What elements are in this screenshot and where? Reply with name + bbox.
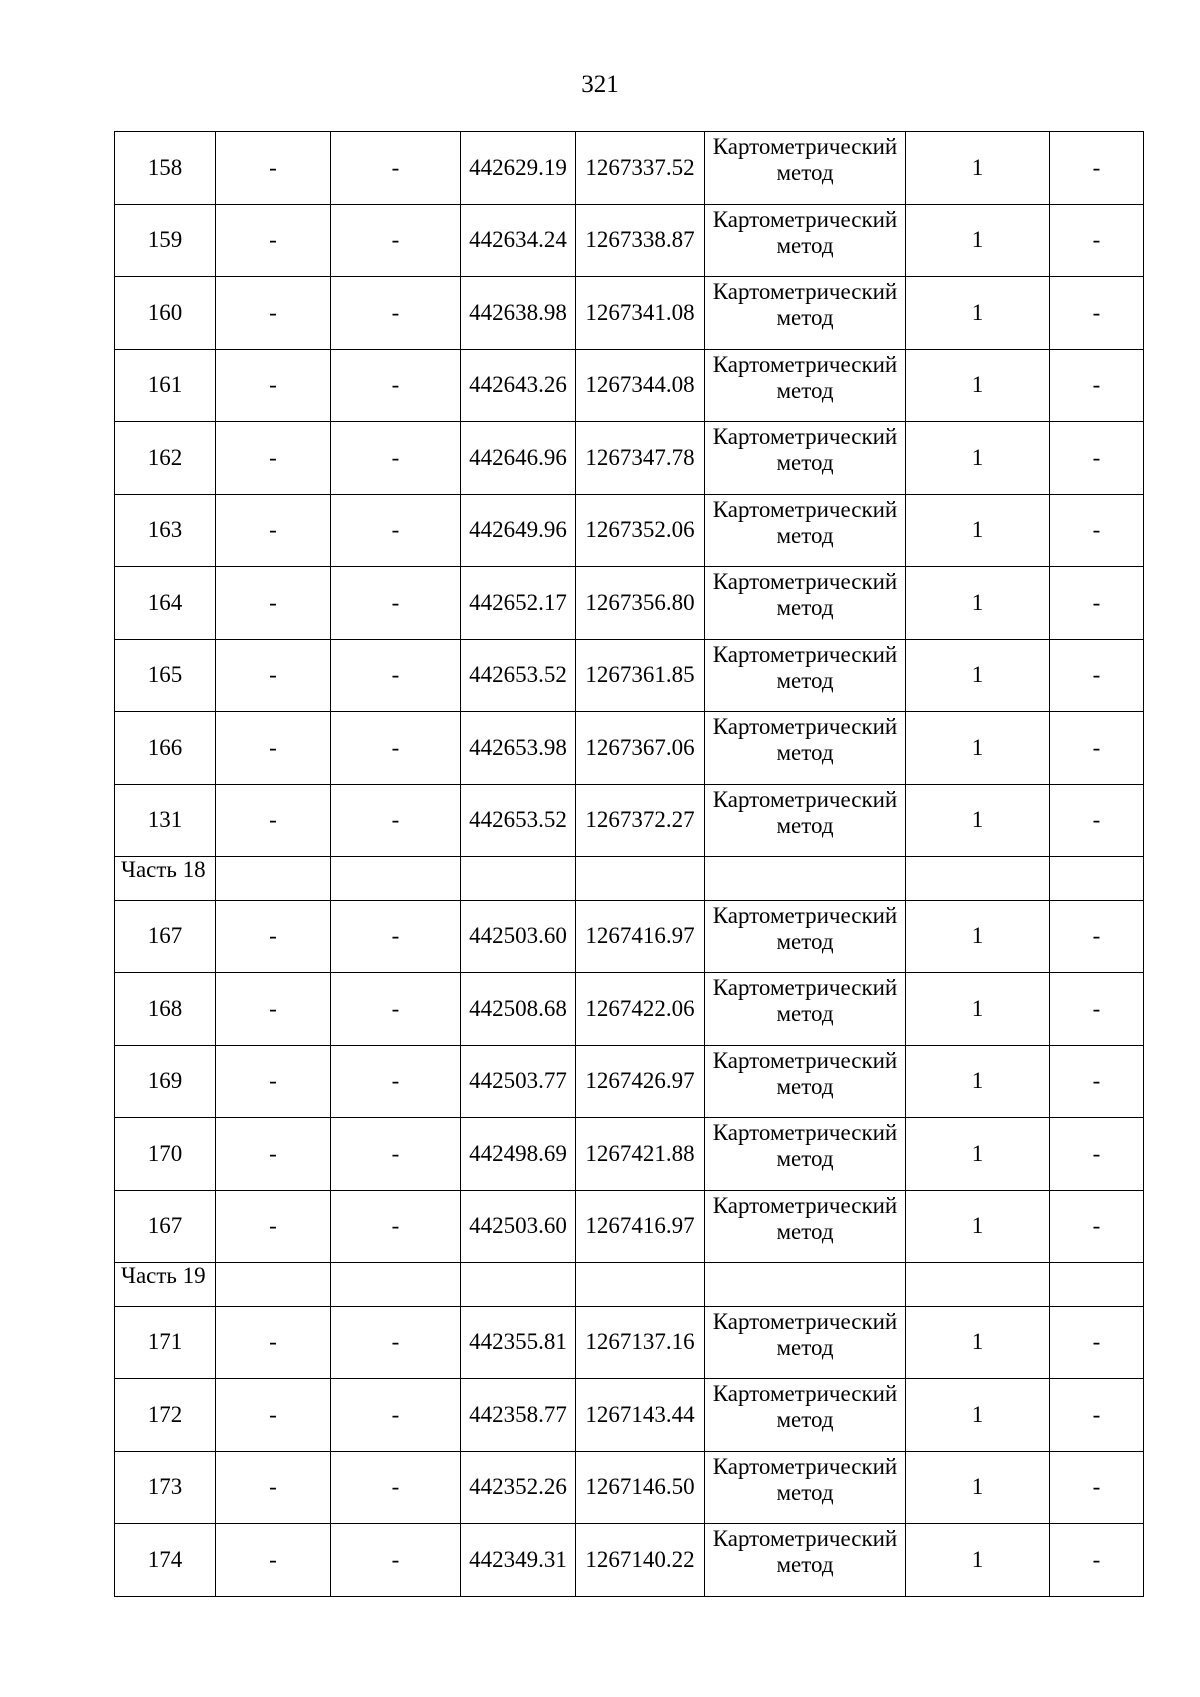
- method-line-2: метод: [776, 928, 834, 954]
- x-coordinate-cell: 442653.98: [461, 712, 576, 785]
- dash-cell: -: [216, 132, 331, 205]
- accuracy-cell: 1: [906, 132, 1050, 205]
- method-line-2: метод: [776, 667, 834, 693]
- y-coordinate-cell: 1267146.50: [576, 1451, 705, 1524]
- table-row: [115, 1524, 1144, 1597]
- method-line-2: метод: [776, 812, 834, 838]
- accuracy-cell: 1: [906, 1379, 1050, 1452]
- table-row: [115, 567, 1144, 640]
- table-row: [115, 422, 1144, 495]
- dash-cell: -: [1050, 973, 1144, 1046]
- empty-cell: [906, 857, 1050, 901]
- dash-cell: -: [1050, 1118, 1144, 1191]
- empty-cell: [331, 857, 461, 901]
- empty-cell: [331, 1263, 461, 1307]
- x-coordinate-cell: 442634.24: [461, 204, 576, 277]
- dash-cell: -: [331, 1306, 461, 1379]
- method-line-1: Картометрический: [712, 134, 898, 159]
- method-line-2: метод: [776, 160, 834, 185]
- method-line-2: метод: [776, 1479, 834, 1505]
- accuracy-cell: 1: [906, 1118, 1050, 1191]
- dash-cell: -: [331, 1451, 461, 1524]
- x-coordinate-cell: 442643.26: [461, 349, 576, 422]
- page-number: 321: [581, 71, 619, 98]
- method-line-2: метод: [776, 450, 834, 475]
- method-line-1: Картометрический: [712, 714, 898, 739]
- table-row: [115, 1190, 1144, 1263]
- method-cell: [705, 900, 906, 973]
- point-number-cell: 173: [115, 1451, 216, 1524]
- dash-cell: -: [1050, 1045, 1144, 1118]
- dash-cell: -: [216, 204, 331, 277]
- dash-cell: -: [331, 712, 461, 785]
- dash-cell: -: [331, 1118, 461, 1191]
- x-coordinate-cell: 442646.96: [461, 422, 576, 495]
- dash-cell: -: [331, 973, 461, 1046]
- dash-cell: -: [1050, 900, 1144, 973]
- y-coordinate-cell: 1267367.06: [576, 712, 705, 785]
- table-row: [115, 132, 1144, 205]
- dash-cell: -: [1050, 494, 1144, 567]
- method-line-2: метод: [776, 1334, 834, 1360]
- method-line-2: метод: [776, 1552, 834, 1577]
- dash-cell: -: [331, 277, 461, 350]
- method-line-1: Картометрический: [712, 569, 898, 594]
- empty-cell: [705, 857, 906, 901]
- section-label: Часть 18: [115, 857, 216, 901]
- accuracy-cell: 1: [906, 900, 1050, 973]
- method-line-2: метод: [776, 522, 834, 548]
- method-line-1: Картометрический: [712, 786, 898, 812]
- empty-cell: [906, 1263, 1050, 1307]
- point-number-cell: 171: [115, 1306, 216, 1379]
- accuracy-cell: 1: [906, 784, 1050, 857]
- accuracy-cell: 1: [906, 639, 1050, 712]
- point-number-cell: 174: [115, 1524, 216, 1597]
- dash-cell: -: [216, 1045, 331, 1118]
- accuracy-cell: 1: [906, 204, 1050, 277]
- method-line-1: Картометрический: [712, 1381, 898, 1406]
- accuracy-cell: 1: [906, 1524, 1050, 1597]
- dash-cell: -: [1050, 204, 1144, 277]
- accuracy-cell: 1: [906, 1045, 1050, 1118]
- method-cell: [705, 712, 906, 785]
- dash-cell: -: [1050, 349, 1144, 422]
- method-cell: [705, 494, 906, 567]
- method-line-1: Картометрический: [712, 496, 898, 522]
- method-line-1: Картометрический: [712, 1192, 898, 1218]
- method-cell: [705, 349, 906, 422]
- method-cell: [705, 639, 906, 712]
- accuracy-cell: 1: [906, 973, 1050, 1046]
- method-line-1: Картометрический: [712, 206, 898, 232]
- dash-cell: -: [331, 349, 461, 422]
- empty-cell: [216, 1263, 331, 1307]
- dash-cell: -: [1050, 277, 1144, 350]
- method-cell: [705, 204, 906, 277]
- point-number-cell: 168: [115, 973, 216, 1046]
- empty-cell: [1050, 1263, 1144, 1307]
- point-number-cell: 167: [115, 900, 216, 973]
- method-line-1: Картометрический: [712, 902, 898, 928]
- empty-cell: [1050, 857, 1144, 901]
- method-line-2: метод: [776, 232, 834, 258]
- point-number-cell: 172: [115, 1379, 216, 1452]
- dash-cell: -: [331, 567, 461, 640]
- empty-cell: [461, 857, 576, 901]
- method-line-2: метод: [776, 1407, 834, 1432]
- x-coordinate-cell: 442508.68: [461, 973, 576, 1046]
- dash-cell: -: [216, 422, 331, 495]
- dash-cell: -: [216, 1118, 331, 1191]
- table-row: [115, 784, 1144, 857]
- y-coordinate-cell: 1267341.08: [576, 277, 705, 350]
- y-coordinate-cell: 1267422.06: [576, 973, 705, 1046]
- dash-cell: -: [331, 784, 461, 857]
- method-line-2: метод: [776, 740, 834, 765]
- table-row: [115, 1045, 1144, 1118]
- empty-cell: [576, 857, 705, 901]
- x-coordinate-cell: 442653.52: [461, 784, 576, 857]
- method-cell: [705, 1045, 906, 1118]
- method-cell: [705, 567, 906, 640]
- table-row: [115, 1118, 1144, 1191]
- point-number-cell: 162: [115, 422, 216, 495]
- method-cell: [705, 1379, 906, 1452]
- method-cell: [705, 1190, 906, 1263]
- accuracy-cell: 1: [906, 1306, 1050, 1379]
- method-line-1: Картометрический: [712, 424, 898, 449]
- dash-cell: -: [216, 1451, 331, 1524]
- y-coordinate-cell: 1267338.87: [576, 204, 705, 277]
- point-number-cell: 165: [115, 639, 216, 712]
- method-line-2: метод: [776, 377, 834, 403]
- dash-cell: -: [216, 1379, 331, 1452]
- point-number-cell: 166: [115, 712, 216, 785]
- table-row: [115, 204, 1144, 277]
- x-coordinate-cell: 442652.17: [461, 567, 576, 640]
- y-coordinate-cell: 1267416.97: [576, 900, 705, 973]
- table-row: [115, 900, 1144, 973]
- method-line-1: Картометрический: [712, 641, 898, 667]
- accuracy-cell: 1: [906, 422, 1050, 495]
- x-coordinate-cell: 442503.60: [461, 900, 576, 973]
- accuracy-cell: 1: [906, 567, 1050, 640]
- dash-cell: -: [216, 277, 331, 350]
- table-body: [115, 132, 1144, 1597]
- dash-cell: -: [1050, 784, 1144, 857]
- method-line-1: Картометрический: [712, 975, 898, 1000]
- dash-cell: -: [216, 639, 331, 712]
- dash-cell: -: [331, 1045, 461, 1118]
- dash-cell: -: [1050, 567, 1144, 640]
- dash-cell: -: [331, 1190, 461, 1263]
- dash-cell: -: [1050, 1306, 1144, 1379]
- dash-cell: -: [1050, 712, 1144, 785]
- method-line-2: метод: [776, 1073, 834, 1099]
- method-cell: [705, 277, 906, 350]
- point-number-cell: 163: [115, 494, 216, 567]
- method-line-1: Картометрический: [712, 1047, 898, 1073]
- dash-cell: -: [331, 1524, 461, 1597]
- empty-cell: [576, 1263, 705, 1307]
- x-coordinate-cell: 442503.77: [461, 1045, 576, 1118]
- method-line-2: метод: [776, 1146, 834, 1171]
- method-line-1: Картометрический: [712, 279, 898, 304]
- table-row: [115, 712, 1144, 785]
- point-number-cell: 158: [115, 132, 216, 205]
- table-row: [115, 973, 1144, 1046]
- dash-cell: -: [331, 204, 461, 277]
- dash-cell: -: [216, 349, 331, 422]
- x-coordinate-cell: 442352.26: [461, 1451, 576, 1524]
- y-coordinate-cell: 1267372.27: [576, 784, 705, 857]
- point-number-cell: 167: [115, 1190, 216, 1263]
- empty-cell: [216, 857, 331, 901]
- y-coordinate-cell: 1267137.16: [576, 1306, 705, 1379]
- x-coordinate-cell: 442358.77: [461, 1379, 576, 1452]
- method-line-1: Картометрический: [712, 1453, 898, 1479]
- accuracy-cell: 1: [906, 712, 1050, 785]
- method-line-2: метод: [776, 595, 834, 620]
- method-cell: [705, 784, 906, 857]
- dash-cell: -: [331, 1379, 461, 1452]
- dash-cell: -: [1050, 1451, 1144, 1524]
- empty-cell: [461, 1263, 576, 1307]
- accuracy-cell: 1: [906, 349, 1050, 422]
- y-coordinate-cell: 1267140.22: [576, 1524, 705, 1597]
- dash-cell: -: [216, 494, 331, 567]
- dash-cell: -: [216, 784, 331, 857]
- method-line-1: Картометрический: [712, 1308, 898, 1334]
- method-line-1: Картометрический: [712, 1526, 898, 1551]
- section-row: [115, 857, 1144, 901]
- dash-cell: -: [1050, 1379, 1144, 1452]
- x-coordinate-cell: 442629.19: [461, 132, 576, 205]
- point-number-cell: 169: [115, 1045, 216, 1118]
- method-line-1: Картометрический: [712, 1120, 898, 1145]
- dash-cell: -: [216, 712, 331, 785]
- x-coordinate-cell: 442498.69: [461, 1118, 576, 1191]
- method-cell: [705, 1118, 906, 1191]
- empty-cell: [705, 1263, 906, 1307]
- dash-cell: -: [331, 132, 461, 205]
- x-coordinate-cell: 442638.98: [461, 277, 576, 350]
- y-coordinate-cell: 1267337.52: [576, 132, 705, 205]
- method-line-2: метод: [776, 305, 834, 330]
- accuracy-cell: 1: [906, 494, 1050, 567]
- dash-cell: -: [1050, 1524, 1144, 1597]
- method-line-2: метод: [776, 1218, 834, 1244]
- section-label: Часть 19: [115, 1263, 216, 1307]
- accuracy-cell: 1: [906, 277, 1050, 350]
- table-row: [115, 1379, 1144, 1452]
- table-row: [115, 349, 1144, 422]
- dash-cell: -: [216, 1306, 331, 1379]
- dash-cell: -: [1050, 1190, 1144, 1263]
- method-cell: [705, 1451, 906, 1524]
- y-coordinate-cell: 1267361.85: [576, 639, 705, 712]
- method-line-1: Картометрический: [712, 351, 898, 377]
- method-cell: [705, 132, 906, 205]
- table-row: [115, 1306, 1144, 1379]
- table-row: [115, 277, 1144, 350]
- point-number-cell: 161: [115, 349, 216, 422]
- y-coordinate-cell: 1267347.78: [576, 422, 705, 495]
- table-row: [115, 639, 1144, 712]
- dash-cell: -: [216, 973, 331, 1046]
- y-coordinate-cell: 1267421.88: [576, 1118, 705, 1191]
- y-coordinate-cell: 1267426.97: [576, 1045, 705, 1118]
- x-coordinate-cell: 442503.60: [461, 1190, 576, 1263]
- y-coordinate-cell: 1267143.44: [576, 1379, 705, 1452]
- y-coordinate-cell: 1267344.08: [576, 349, 705, 422]
- point-number-cell: 131: [115, 784, 216, 857]
- dash-cell: -: [216, 567, 331, 640]
- point-number-cell: 160: [115, 277, 216, 350]
- accuracy-cell: 1: [906, 1190, 1050, 1263]
- x-coordinate-cell: 442653.52: [461, 639, 576, 712]
- method-line-2: метод: [776, 1001, 834, 1026]
- accuracy-cell: 1: [906, 1451, 1050, 1524]
- point-number-cell: 170: [115, 1118, 216, 1191]
- x-coordinate-cell: 442349.31: [461, 1524, 576, 1597]
- dash-cell: -: [216, 1524, 331, 1597]
- x-coordinate-cell: 442649.96: [461, 494, 576, 567]
- point-number-cell: 159: [115, 204, 216, 277]
- table-row: [115, 1451, 1144, 1524]
- x-coordinate-cell: 442355.81: [461, 1306, 576, 1379]
- method-cell: [705, 1524, 906, 1597]
- dash-cell: -: [331, 494, 461, 567]
- method-cell: [705, 1306, 906, 1379]
- dash-cell: -: [331, 900, 461, 973]
- section-row: [115, 1263, 1144, 1307]
- dash-cell: -: [1050, 639, 1144, 712]
- method-cell: [705, 973, 906, 1046]
- dash-cell: -: [216, 1190, 331, 1263]
- dash-cell: -: [331, 422, 461, 495]
- table-row: [115, 494, 1144, 567]
- y-coordinate-cell: 1267352.06: [576, 494, 705, 567]
- dash-cell: -: [1050, 132, 1144, 205]
- dash-cell: -: [331, 639, 461, 712]
- y-coordinate-cell: 1267416.97: [576, 1190, 705, 1263]
- dash-cell: -: [216, 900, 331, 973]
- method-cell: [705, 422, 906, 495]
- point-number-cell: 164: [115, 567, 216, 640]
- y-coordinate-cell: 1267356.80: [576, 567, 705, 640]
- dash-cell: -: [1050, 422, 1144, 495]
- coordinates-table: [114, 131, 1144, 1597]
